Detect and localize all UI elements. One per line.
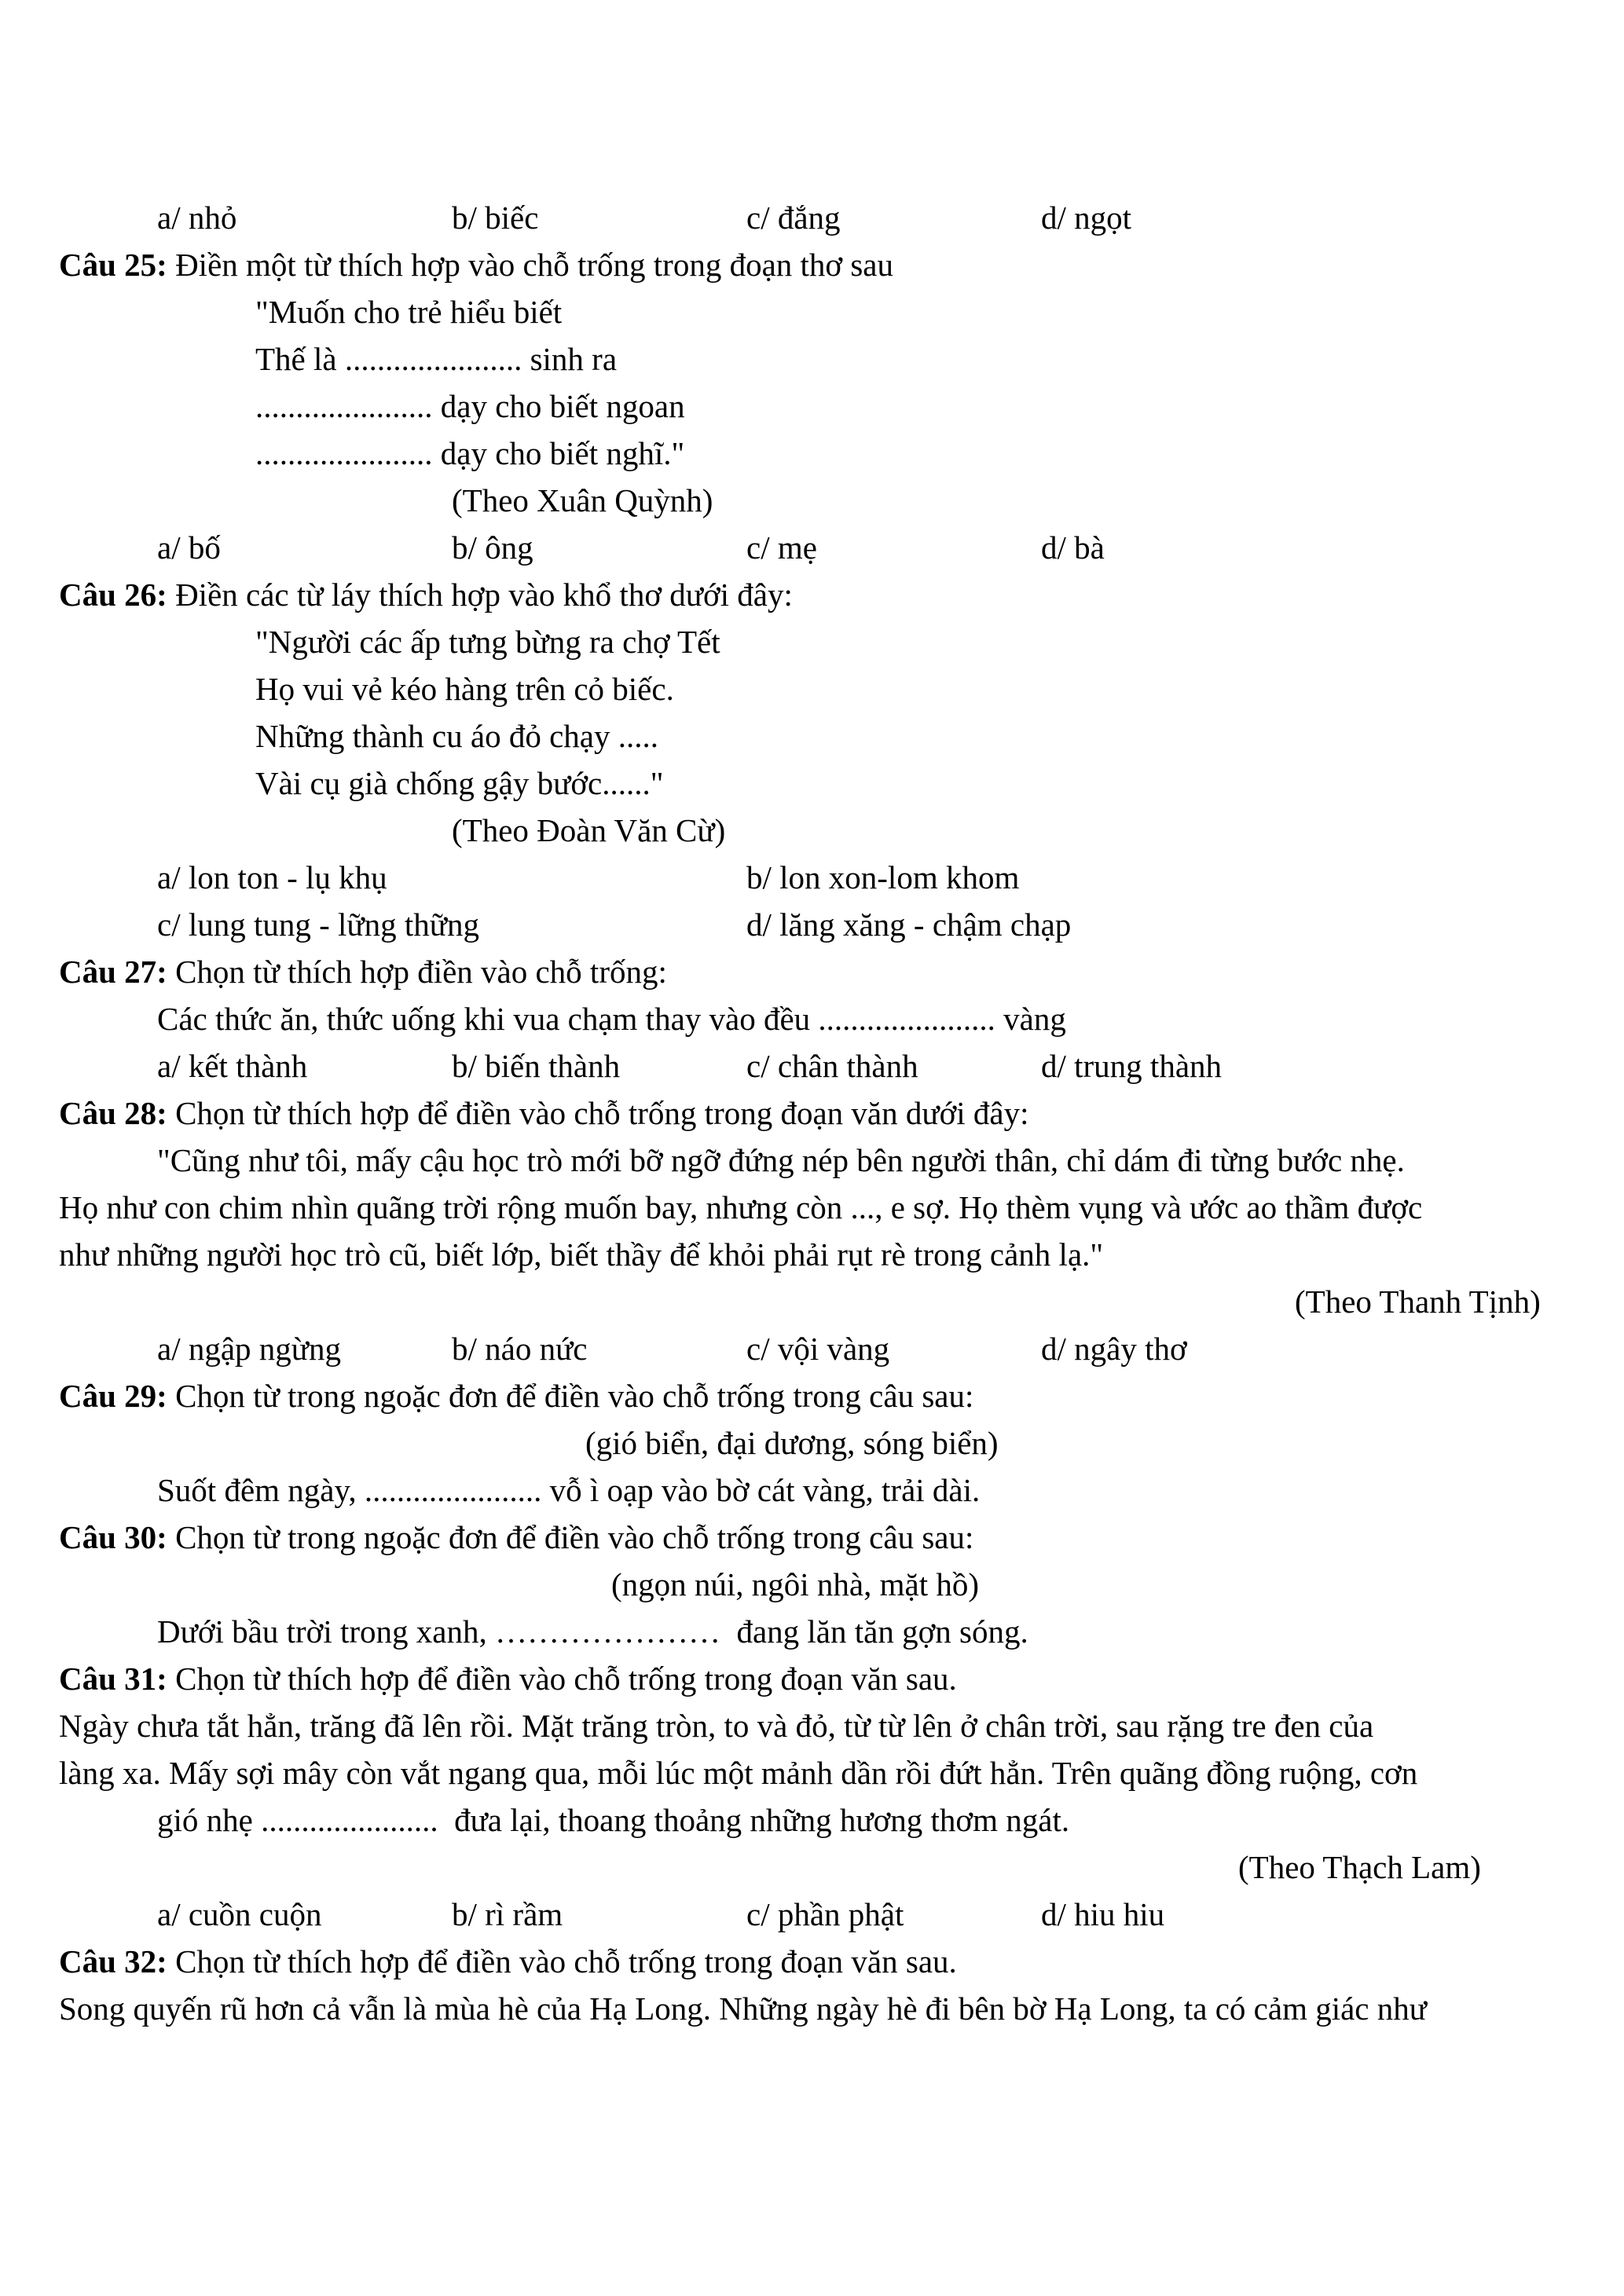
option-c: c/ vội vàng	[746, 1331, 890, 1367]
option-c: c/ lung tung - lững thững	[157, 906, 479, 943]
option-c: c/ chân thành	[746, 1048, 918, 1084]
question-label: Câu 27:	[59, 954, 167, 990]
option-a: a/ cuồn cuộn	[157, 1896, 322, 1932]
option-d: d/ ngọt	[1041, 200, 1132, 236]
question-27	[0, 948, 1624, 995]
source-citation: (Theo Xuân Quỳnh)	[452, 482, 713, 518]
poem-line: ...................... dạy cho biết nghĩ."	[255, 435, 685, 471]
option-a: a/ kết thành	[157, 1048, 308, 1084]
option-d: d/ bà	[1041, 529, 1105, 566]
option-c: c/ mẹ	[746, 529, 817, 566]
source-citation: (Theo Đoàn Văn Cừ)	[452, 812, 726, 848]
source-citation: (Theo Thanh Tịnh)	[1295, 1283, 1541, 1320]
option-a: a/ lon ton - lụ khụ	[157, 859, 387, 895]
poem-line: "Người các ấp tưng bừng ra chợ Tết	[255, 624, 720, 660]
question-text: Điền một từ thích hợp vào chỗ trống trong đoạn thơ sau	[167, 247, 893, 283]
option-c: c/ phần phật	[746, 1896, 904, 1932]
option-b: b/ biếc	[452, 200, 539, 236]
option-a: a/ nhỏ	[157, 200, 237, 236]
question-32	[0, 1938, 1624, 1985]
question-label: Câu 29:	[59, 1378, 167, 1414]
q26-options-row2	[0, 901, 1624, 948]
option-d: d/ trung thành	[1041, 1048, 1223, 1084]
option-b: b/ náo nức	[452, 1331, 588, 1367]
passage-line: Song quyến rũ hơn cả vẫn là mùa hè của Hạ Long. Những ngày hè đi bên bờ Hạ Long, ta có cảm giác như	[59, 1990, 1427, 2027]
fill-sentence: Dưới bầu trời trong xanh, ………………… đang lăn tăn gợn sóng.	[157, 1613, 1028, 1650]
option-b: b/ rì rầm	[452, 1896, 563, 1932]
question-text: Chọn từ trong ngoặc đơn để điền vào chỗ trống trong câu sau:	[167, 1519, 974, 1555]
q28-options	[0, 1325, 1624, 1372]
passage-line: như những người học trò cũ, biết lớp, biết thầy để khỏi phải rụt rè trong cảnh lạ."	[59, 1236, 1104, 1273]
option-d: d/ ngây thơ	[1041, 1331, 1187, 1367]
poem-line: Vài cụ già chống gậy bước......"	[255, 765, 664, 801]
option-c: c/ đắng	[746, 200, 841, 236]
poem-line: ...................... dạy cho biết ngoan	[255, 388, 685, 424]
question-26	[0, 571, 1624, 618]
q31-options	[0, 1891, 1624, 1938]
poem-line: Những thành cu áo đỏ chạy .....	[255, 718, 658, 754]
passage-line: làng xa. Mấy sợi mây còn vắt ngang qua, mỗi lúc một mảnh dần rồi đứt hẳn. Trên quãng đồng ruộng, cơn	[59, 1755, 1418, 1791]
passage-line: Ngày chưa tắt hẳn, trăng đã lên rồi. Mặt trăng tròn, to và đỏ, từ từ lên ở chân trời, sau rặng tre đen của	[59, 1708, 1374, 1744]
question-text: Chọn từ trong ngoặc đơn để điền vào chỗ trống trong câu sau:	[167, 1378, 974, 1414]
question-25	[0, 241, 1624, 288]
poem-line: Họ vui vẻ kéo hàng trên cỏ biếc.	[255, 671, 674, 707]
option-b: b/ ông	[452, 529, 533, 566]
q27-options	[0, 1042, 1624, 1089]
option-b: b/ lon xon-lom khom	[746, 859, 1020, 895]
fill-sentence: Các thức ăn, thức uống khi vua chạm thay vào đều ...................... vàng	[157, 1001, 1066, 1037]
passage-line: "Cũng như tôi, mấy cậu học trò mới bỡ ngỡ đứng nép bên người thân, chỉ dám đi từng bước nhẹ.	[157, 1142, 1405, 1178]
poem-line: "Muốn cho trẻ hiểu biết	[255, 294, 563, 330]
question-29	[0, 1372, 1624, 1419]
question-label: Câu 30:	[59, 1519, 167, 1555]
question-label: Câu 31:	[59, 1661, 167, 1697]
question-label: Câu 26:	[59, 577, 167, 613]
option-b: b/ biến thành	[452, 1048, 621, 1084]
option-d: d/ hiu hiu	[1041, 1896, 1165, 1932]
passage-line: gió nhẹ ...................... đưa lại, thoang thoảng những hương thơm ngát.	[157, 1802, 1070, 1838]
question-text: Chọn từ thích hợp để điền vào chỗ trống trong đoạn văn sau.	[167, 1661, 957, 1697]
option-d: d/ lăng xăng - chậm chạp	[746, 906, 1072, 943]
option-a: a/ bố	[157, 529, 221, 566]
source-citation: (Theo Thạch Lam)	[1238, 1849, 1481, 1885]
q26-options-row1	[0, 854, 1624, 901]
question-31	[0, 1655, 1624, 1702]
question-text: Điền các từ láy thích hợp vào khổ thơ dưới đây:	[167, 577, 793, 613]
q24-options	[0, 194, 1624, 241]
question-label: Câu 28:	[59, 1095, 167, 1131]
question-label: Câu 25:	[59, 247, 167, 283]
question-text: Chọn từ thích hợp để điền vào chỗ trống trong đoạn văn dưới đây:	[167, 1095, 1029, 1131]
fill-sentence: Suốt đêm ngày, ...................... vỗ ì oạp vào bờ cát vàng, trải dài.	[157, 1472, 981, 1508]
question-28	[0, 1089, 1624, 1137]
question-label: Câu 32:	[59, 1943, 167, 1979]
passage-line: Họ như con chim nhìn quãng trời rộng muốn bay, nhưng còn ..., e sợ. Họ thèm vụng và ước ao thầm được	[59, 1189, 1423, 1225]
poem-line: Thế là ...................... sinh ra	[255, 341, 618, 377]
question-text: Chọn từ thích hợp để điền vào chỗ trống trong đoạn văn sau.	[167, 1943, 957, 1979]
question-text: Chọn từ thích hợp điền vào chỗ trống:	[167, 954, 667, 990]
q25-options	[0, 524, 1624, 571]
word-choices: (ngọn núi, ngôi nhà, mặt hồ)	[611, 1566, 980, 1602]
option-a: a/ ngập ngừng	[157, 1331, 342, 1367]
word-choices: (gió biển, đại dương, sóng biển)	[585, 1425, 999, 1461]
question-30	[0, 1514, 1624, 1561]
